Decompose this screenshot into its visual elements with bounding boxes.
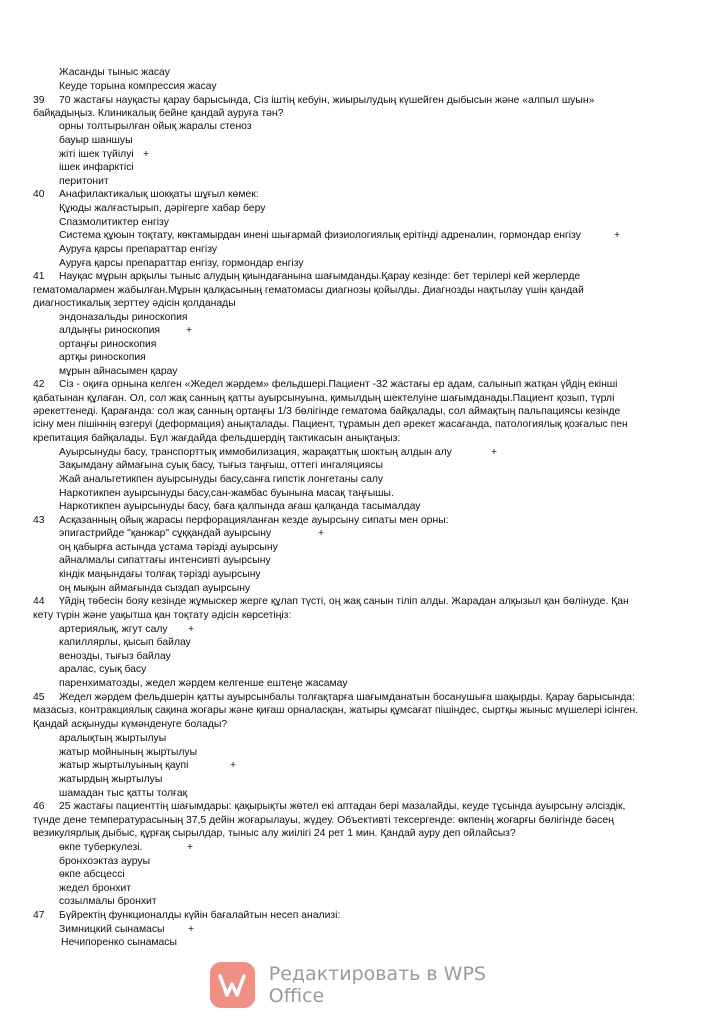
- line-text: мазасыз, контракциялық сақина жоғары және қиғаш орналасқан, жатыры құмсағат пішіндес, сыртқы жыныс мүшелері ісінген.: [33, 705, 639, 716]
- question-text-line: [33, 392, 614, 405]
- question-text-line: [33, 284, 584, 297]
- line-text: алдыңғы риноскопия: [59, 325, 161, 336]
- answer-option: [59, 554, 271, 567]
- line-text: везикулярлық дыбыс, құрғақ сырылдар, тыныс алу жиілігі 24 рет 1 мин. Қандай ауру деп ойлайсыз?: [33, 828, 516, 839]
- answer-option: [59, 773, 162, 786]
- line-text: диагностикалық зерттеу әдісін қолданады: [33, 298, 236, 309]
- correct-answer-mark: +: [143, 149, 150, 160]
- line-text: Қандай асқынуды күмәнденуге болады?: [33, 719, 228, 730]
- answer-option: [59, 500, 420, 513]
- answer-option: [59, 841, 142, 854]
- answer-option: [59, 487, 394, 500]
- line-text: ішек инфарктісі: [59, 162, 134, 173]
- line-text: Ауруға қарсы препараттар енгізу, гормондар енгізу: [59, 258, 304, 269]
- line-text: өкпе абсцессі: [59, 869, 125, 880]
- answer-option: [59, 324, 160, 337]
- correct-answer-mark: +: [491, 447, 498, 458]
- line-text: Асқазанның ойық жарасы перфорацияланған кезде ауырсыну сипаты мен орны:: [59, 515, 449, 526]
- line-text: артқы риноскопия: [59, 352, 146, 363]
- correct-answer-mark: +: [188, 924, 195, 935]
- answer-option: [59, 855, 150, 868]
- answer-option: [59, 527, 271, 540]
- question-text-line: [33, 432, 400, 445]
- answer-option: [59, 66, 170, 79]
- correct-answer-mark: +: [318, 528, 325, 539]
- line-text: Бүйректің функционалды күйін бағалайтын несеп анализі:: [59, 910, 341, 921]
- line-text: оң қабырға астында ұстама тәрізді ауырсыну: [59, 542, 278, 553]
- answer-option: [59, 732, 166, 745]
- line-text: мұрын айнасымен қарау: [59, 366, 178, 377]
- line-text: кіндік маңындағы толғақ тәрізді ауырсыну: [59, 569, 261, 580]
- line-text: Наркотикпен ауырсынуды басу,сан-жамбас буынына масақ таңғышы.: [59, 488, 394, 499]
- line-text: жедел бронхит: [59, 883, 131, 894]
- answer-option: [59, 868, 125, 881]
- question-text-line: [33, 814, 614, 827]
- answer-option: [59, 338, 156, 351]
- line-text: гематомалармен жабылған.Мұрын қалқасының гематомасы диагнозы қойылды. Диагнозды нақтылау үшін қандай: [33, 285, 584, 296]
- correct-answer-mark: +: [230, 760, 237, 771]
- line-text: артериялық, жгут салу: [59, 624, 168, 635]
- line-text: созылмалы бронхит: [59, 896, 157, 907]
- question-number: 39: [33, 95, 45, 106]
- question-text-line: [33, 718, 227, 731]
- correct-answer-mark: +: [188, 624, 195, 635]
- answer-option: [59, 623, 168, 636]
- answer-option: [59, 311, 188, 324]
- line-text: аралас, суық басу: [59, 664, 147, 675]
- line-text: Система құюын тоқтату, көктамырдан инені шығармай физиологиялық ерітінді адреналин, гормондар енгізу: [59, 230, 581, 241]
- question-line: [33, 909, 340, 922]
- line-text: бауыр шаншуы: [59, 135, 133, 146]
- question-number: 42: [33, 379, 45, 390]
- line-text: 25 жастағы пациенттің шағымдары: қақырықты жөтел екі аптадан бері мазалайды, кеуде тұсында ауырсыну әлсіздік,: [59, 801, 626, 812]
- question-text-line: [33, 704, 638, 717]
- line-text: Анафилактикалық шокқаты шұғыл көмек:: [59, 189, 259, 200]
- question-line: [33, 270, 580, 283]
- line-text: эндоназальды риноскопия: [59, 312, 188, 323]
- line-text: аралықтың жыртылуы: [59, 733, 167, 744]
- answer-option: [61, 936, 177, 949]
- answer-option: [59, 636, 191, 649]
- answer-option: [59, 257, 304, 270]
- line-text: Жай анальгетикпен ауырсынуды басу,санға гипстік лонгетаны салу: [59, 474, 384, 485]
- answer-option: [59, 459, 383, 472]
- wps-edit-banner[interactable]: [210, 962, 540, 1008]
- answer-option: [59, 541, 278, 554]
- correct-answer-mark: +: [186, 325, 193, 336]
- line-text: Кеуде торына компрессия жасау: [59, 81, 217, 92]
- line-text: түнде дене температурасының 37,5 дейін жоғарылауы, жүдеу. Объективті тексергенде: өкпенің жоғарғы бөлігінде бәсең: [33, 815, 614, 826]
- question-number: 44: [33, 596, 45, 607]
- line-text: Жедел жәрдем фельдшерін қатты ауырсынбалы толғақтарға шағымданатын босанушыға шақырды. Қарау барысында:: [59, 692, 635, 703]
- question-text-line: [33, 827, 516, 840]
- answer-option: [59, 148, 134, 161]
- line-text: крепитация байқалады. Бұл жағдайда фельдшердің тактикасын анықтаңыз:: [33, 433, 401, 444]
- line-text: Зимницкий сынамасы: [59, 924, 165, 935]
- line-text: Наркотикпен ауырсынуды басу, баға қалпында ағаш қалқанда тасымалдау: [59, 501, 421, 512]
- question-number: 41: [33, 271, 45, 282]
- line-text: жатыр мойнының жыртылуы: [59, 747, 198, 758]
- wps-banner-label: Редактировать в WPS Office: [268, 963, 486, 1007]
- line-text: Ауырсынуды басу, транспорттық иммобилизация, жарақаттық шоктың алдын алу: [59, 447, 452, 458]
- line-text: оң мықын аймағында сыздап ауырсыну: [59, 583, 251, 594]
- line-text: әрекеттенеді. Қарағанда: сол жақ санның ортаңғы 1/3 бөлігінде гематома байқалады, сол аймақтың пальпациясы кезінде: [33, 406, 621, 417]
- question-number: 40: [33, 189, 45, 200]
- question-line: [33, 691, 635, 704]
- line-text: эпигастрийде "қанжар" сұққандай ауырсыну: [59, 528, 272, 539]
- answer-option: [59, 120, 252, 133]
- answer-option: [59, 243, 217, 256]
- line-text: Нечипоренко сынамасы: [61, 937, 177, 948]
- answer-option: [59, 895, 157, 908]
- correct-answer-mark: +: [187, 842, 194, 853]
- correct-answer-mark: +: [614, 230, 621, 241]
- wps-logo-icon: [210, 962, 255, 1008]
- answer-option: [59, 582, 250, 595]
- line-text: орны толтырылған ойық жаралы стеноз: [59, 121, 252, 132]
- question-number: 46: [33, 801, 45, 812]
- line-text: Үйдің төбесін бояу кезінде жұмыскер жерге құлап түсті, оң жақ санын тіліп алды. Жарадан алқызыл қан бөлінуде. Қан: [59, 596, 629, 607]
- line-text: венозды, тығыз байлау: [59, 651, 171, 662]
- line-text: өкпе туберкулезі.: [59, 842, 143, 853]
- answer-option: [59, 787, 187, 800]
- line-text: Жасанды тыныс жасау: [59, 67, 170, 78]
- line-text: ісіну мен пішіннің өзгеруі (деформация) анықталады. Пациент, тұрамын деп әрекет жасағанда, патологиялық қозғалыс пен: [33, 419, 628, 430]
- answer-option: [59, 134, 133, 147]
- question-text-line: [33, 405, 620, 418]
- line-text: жатыр жыртылуының қаупі: [59, 760, 189, 771]
- answer-option: [59, 746, 197, 759]
- question-line: [33, 800, 625, 813]
- answer-option: [59, 759, 189, 772]
- question-number: 43: [33, 515, 45, 526]
- question-line: [33, 378, 617, 391]
- answer-option: [59, 568, 261, 581]
- answer-option: [59, 365, 177, 378]
- answer-option: [59, 473, 383, 486]
- line-text: Сіз - оқиға орнына келген «Жедел жәрдем» фельдшері.Пациент -32 жастағы ер адам, салынып жатқан үйдің екінші: [59, 379, 618, 390]
- line-text: Құюды жалғастырып, дәрігерге хабар беру: [59, 203, 266, 214]
- answer-option: [59, 663, 146, 676]
- line-text: 70 жастағы науқасты қарау барысында, Сіз іштің кебуін, жиырылудың күшейген дыбысын және «алпыл шуын»: [59, 95, 595, 106]
- line-text: жіті ішек түйілуі: [59, 149, 134, 160]
- question-line: [33, 595, 629, 608]
- line-text: кету түрін және уақытша қан тоқтату әдісін көрсетіңіз:: [33, 610, 292, 621]
- line-text: шамадан тыс қатты толғақ: [59, 788, 188, 799]
- answer-option: [59, 80, 217, 93]
- question-line: [33, 188, 259, 201]
- line-text: перитонит: [59, 176, 109, 187]
- line-text: Ауруға қарсы препараттар енгізу: [59, 244, 218, 255]
- answer-option: [59, 351, 146, 364]
- answer-option: [59, 161, 134, 174]
- line-text: капиллярлы, қысып байлау: [59, 637, 191, 648]
- question-text-line: [33, 418, 628, 431]
- answer-option: [59, 202, 265, 215]
- line-text: паренхиматозды, жедел жәрдем келгенше ештеңе жасамау: [59, 678, 348, 689]
- question-text-line: [33, 609, 291, 622]
- answer-option: [59, 677, 348, 690]
- line-text: Спазмолитиктер енгізу: [59, 217, 169, 228]
- question-line: [33, 94, 594, 107]
- answer-option: [59, 229, 581, 242]
- question-text-line: [33, 297, 236, 310]
- question-line: [33, 514, 449, 527]
- answer-option: [59, 882, 131, 895]
- line-text: байқадыңыз. Клиникалық бейне қандай ауруға тән?: [33, 108, 284, 119]
- line-text: ортаңғы риноскопия: [59, 339, 157, 350]
- answer-option: [59, 923, 165, 936]
- line-text: айналмалы сипаттағы интенсивті ауырсыну: [59, 555, 271, 566]
- answer-option: [59, 175, 109, 188]
- line-text: қабатынан құлаған. Ол, сол жақ санның қатты ауырсынуына, қимылдың шектелуіне шағымданады.Пациент қозып, түрлі: [33, 393, 615, 404]
- question-text-line: [33, 107, 283, 120]
- question-number: 45: [33, 692, 45, 703]
- answer-option: [59, 650, 171, 663]
- answer-option: [59, 216, 169, 229]
- line-text: Зақымдану аймағына суық басу, тығыз таңғыш, оттегі ингаляциясы: [59, 460, 383, 471]
- line-text: жатырдың жыртылуы: [59, 774, 163, 785]
- answer-option: [59, 446, 452, 459]
- question-number: 47: [33, 910, 45, 921]
- line-text: бронхоэктаз ауруы: [59, 856, 151, 867]
- line-text: Науқас мұрын арқылы тыныс алудың қиындағанына шағымданды.Қарау кезінде: бет терілері кей жерлерде: [59, 271, 581, 282]
